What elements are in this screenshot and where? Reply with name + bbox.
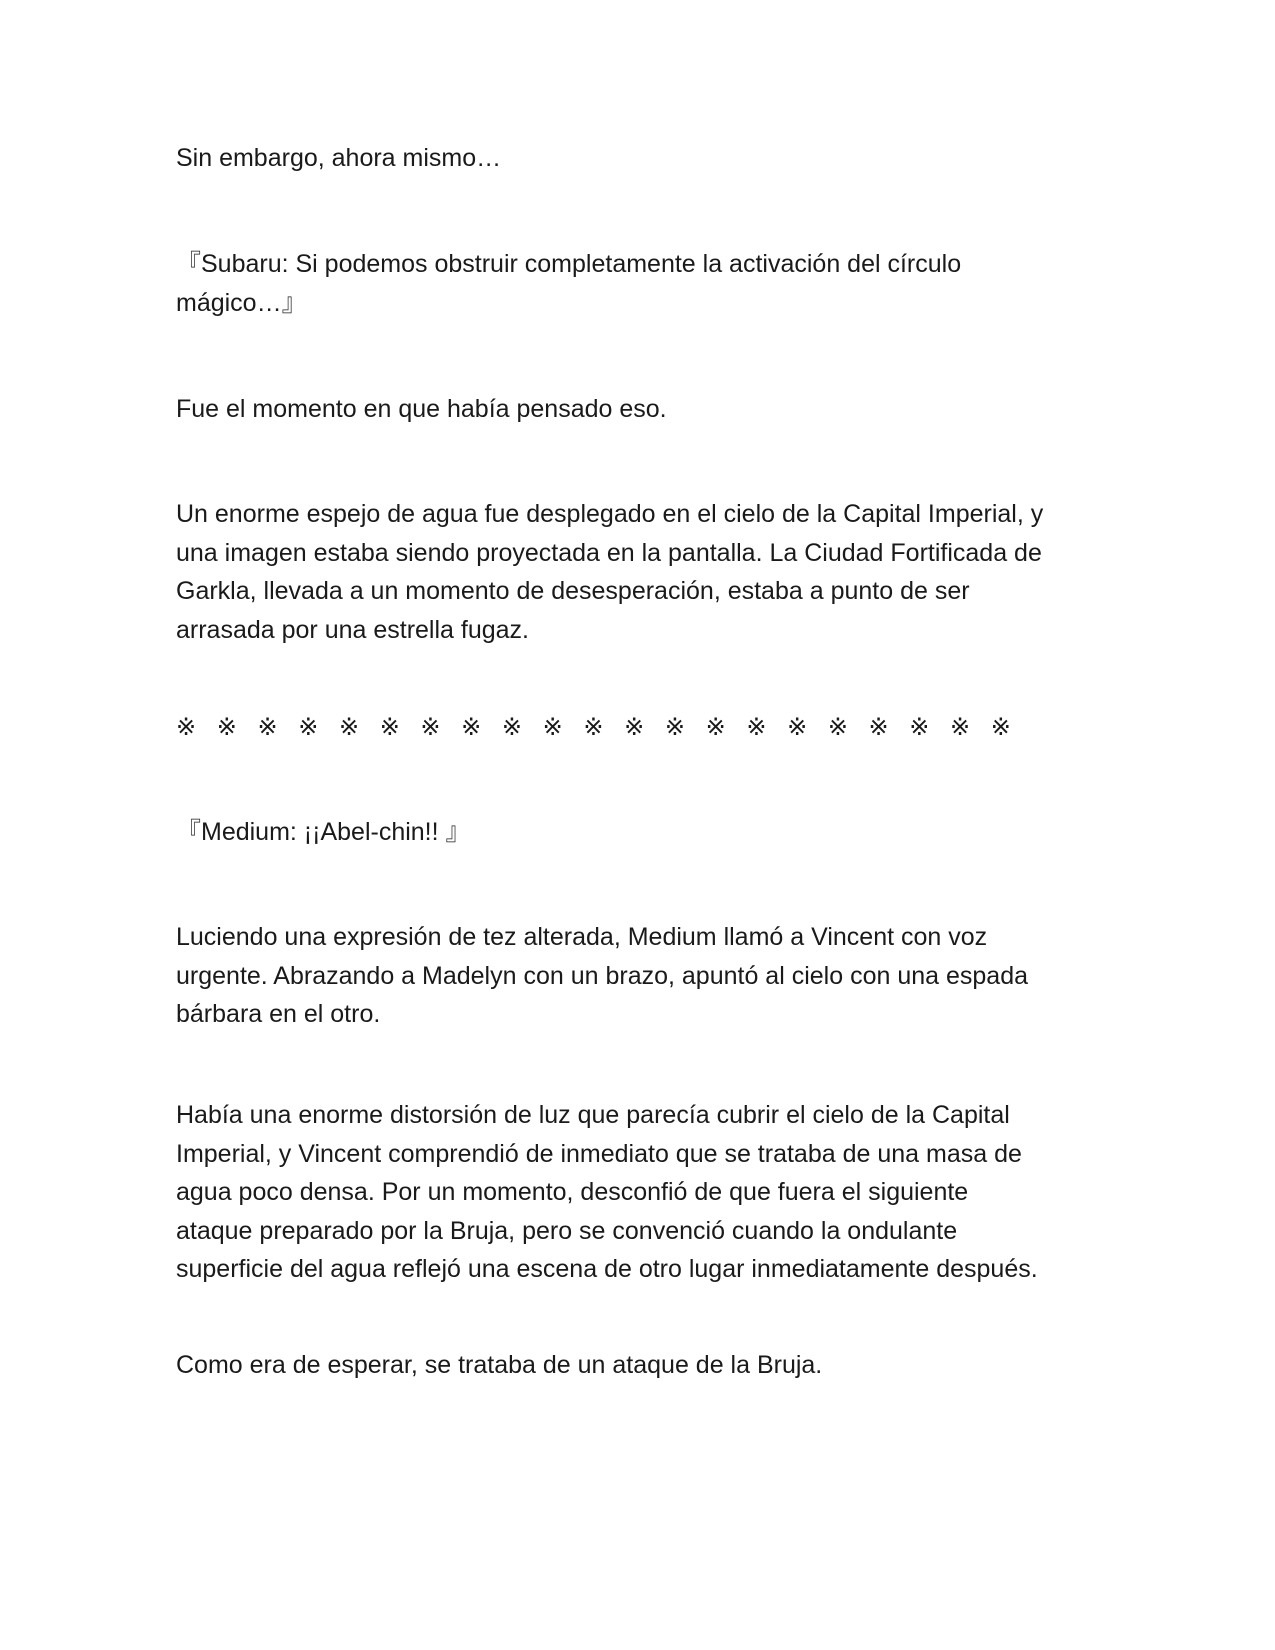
text-line: Luciendo una expresión de tez alterada, Medium llamó a Vincent con voz [176,923,988,951]
text-line: Sin embargo, ahora mismo… [176,144,502,172]
text-line: 『Subaru: Si podemos obstruir completamente la activación del círculo [176,250,962,278]
text-line: superficie del agua reflejó una escena de otro lugar inmediatamente después. [176,1255,1038,1283]
text-line: Había una enorme distorsión de luz que parecía cubrir el cielo de la Capital [176,1101,1010,1129]
text-line: Un enorme espejo de agua fue desplegado en el cielo de la Capital Imperial, y [176,500,1044,528]
paragraph-luciendo [176,918,1106,1034]
scene-separator [176,708,1106,747]
text-line: Garkla, llevada a un momento de desesperación, estaba a punto de ser [176,577,970,605]
text-line: 『Medium: ¡¡Abel-chin!! 』 [176,818,471,846]
text-line: una imagen estaba siendo proyectada en la pantalla. La Ciudad Fortificada de [176,538,1042,567]
paragraph-distorsion-de-luz [176,1096,1106,1289]
paragraph-sin-embargo [176,139,1106,178]
separator-line: ※ ※ ※ ※ ※ ※ ※ ※ ※ ※ ※ ※ ※ ※ ※ ※ ※ ※ ※ ※ ※ [176,713,1018,741]
text-line: Fue el momento en que había pensado eso. [176,395,667,423]
text-line: mágico…』 [176,288,307,317]
text-line: ataque preparado por la Bruja, pero se convenció cuando la ondulante [176,1216,958,1245]
text-line: Como era de esperar, se trataba de un ataque de la Bruja. [176,1351,823,1379]
paragraph-espejo-de-agua [176,495,1106,649]
paragraph-como-era-de-esperar [176,1346,1106,1385]
paragraph-medium-dialogue [176,813,1106,852]
paragraph-fue-el-momento [176,390,1106,429]
text-line: Imperial, y Vincent comprendió de inmediato que se trataba de una masa de [176,1139,1022,1168]
paragraph-subaru-dialogue [176,245,1106,322]
text-line: agua poco densa. Por un momento, desconfió de que fuera el siguiente [176,1178,969,1206]
text-line: arrasada por una estrella fugaz. [176,615,529,644]
text-line: bárbara en el otro. [176,1000,381,1028]
text-line: urgente. Abrazando a Madelyn con un brazo, apuntó al cielo con una espada [176,961,1029,990]
